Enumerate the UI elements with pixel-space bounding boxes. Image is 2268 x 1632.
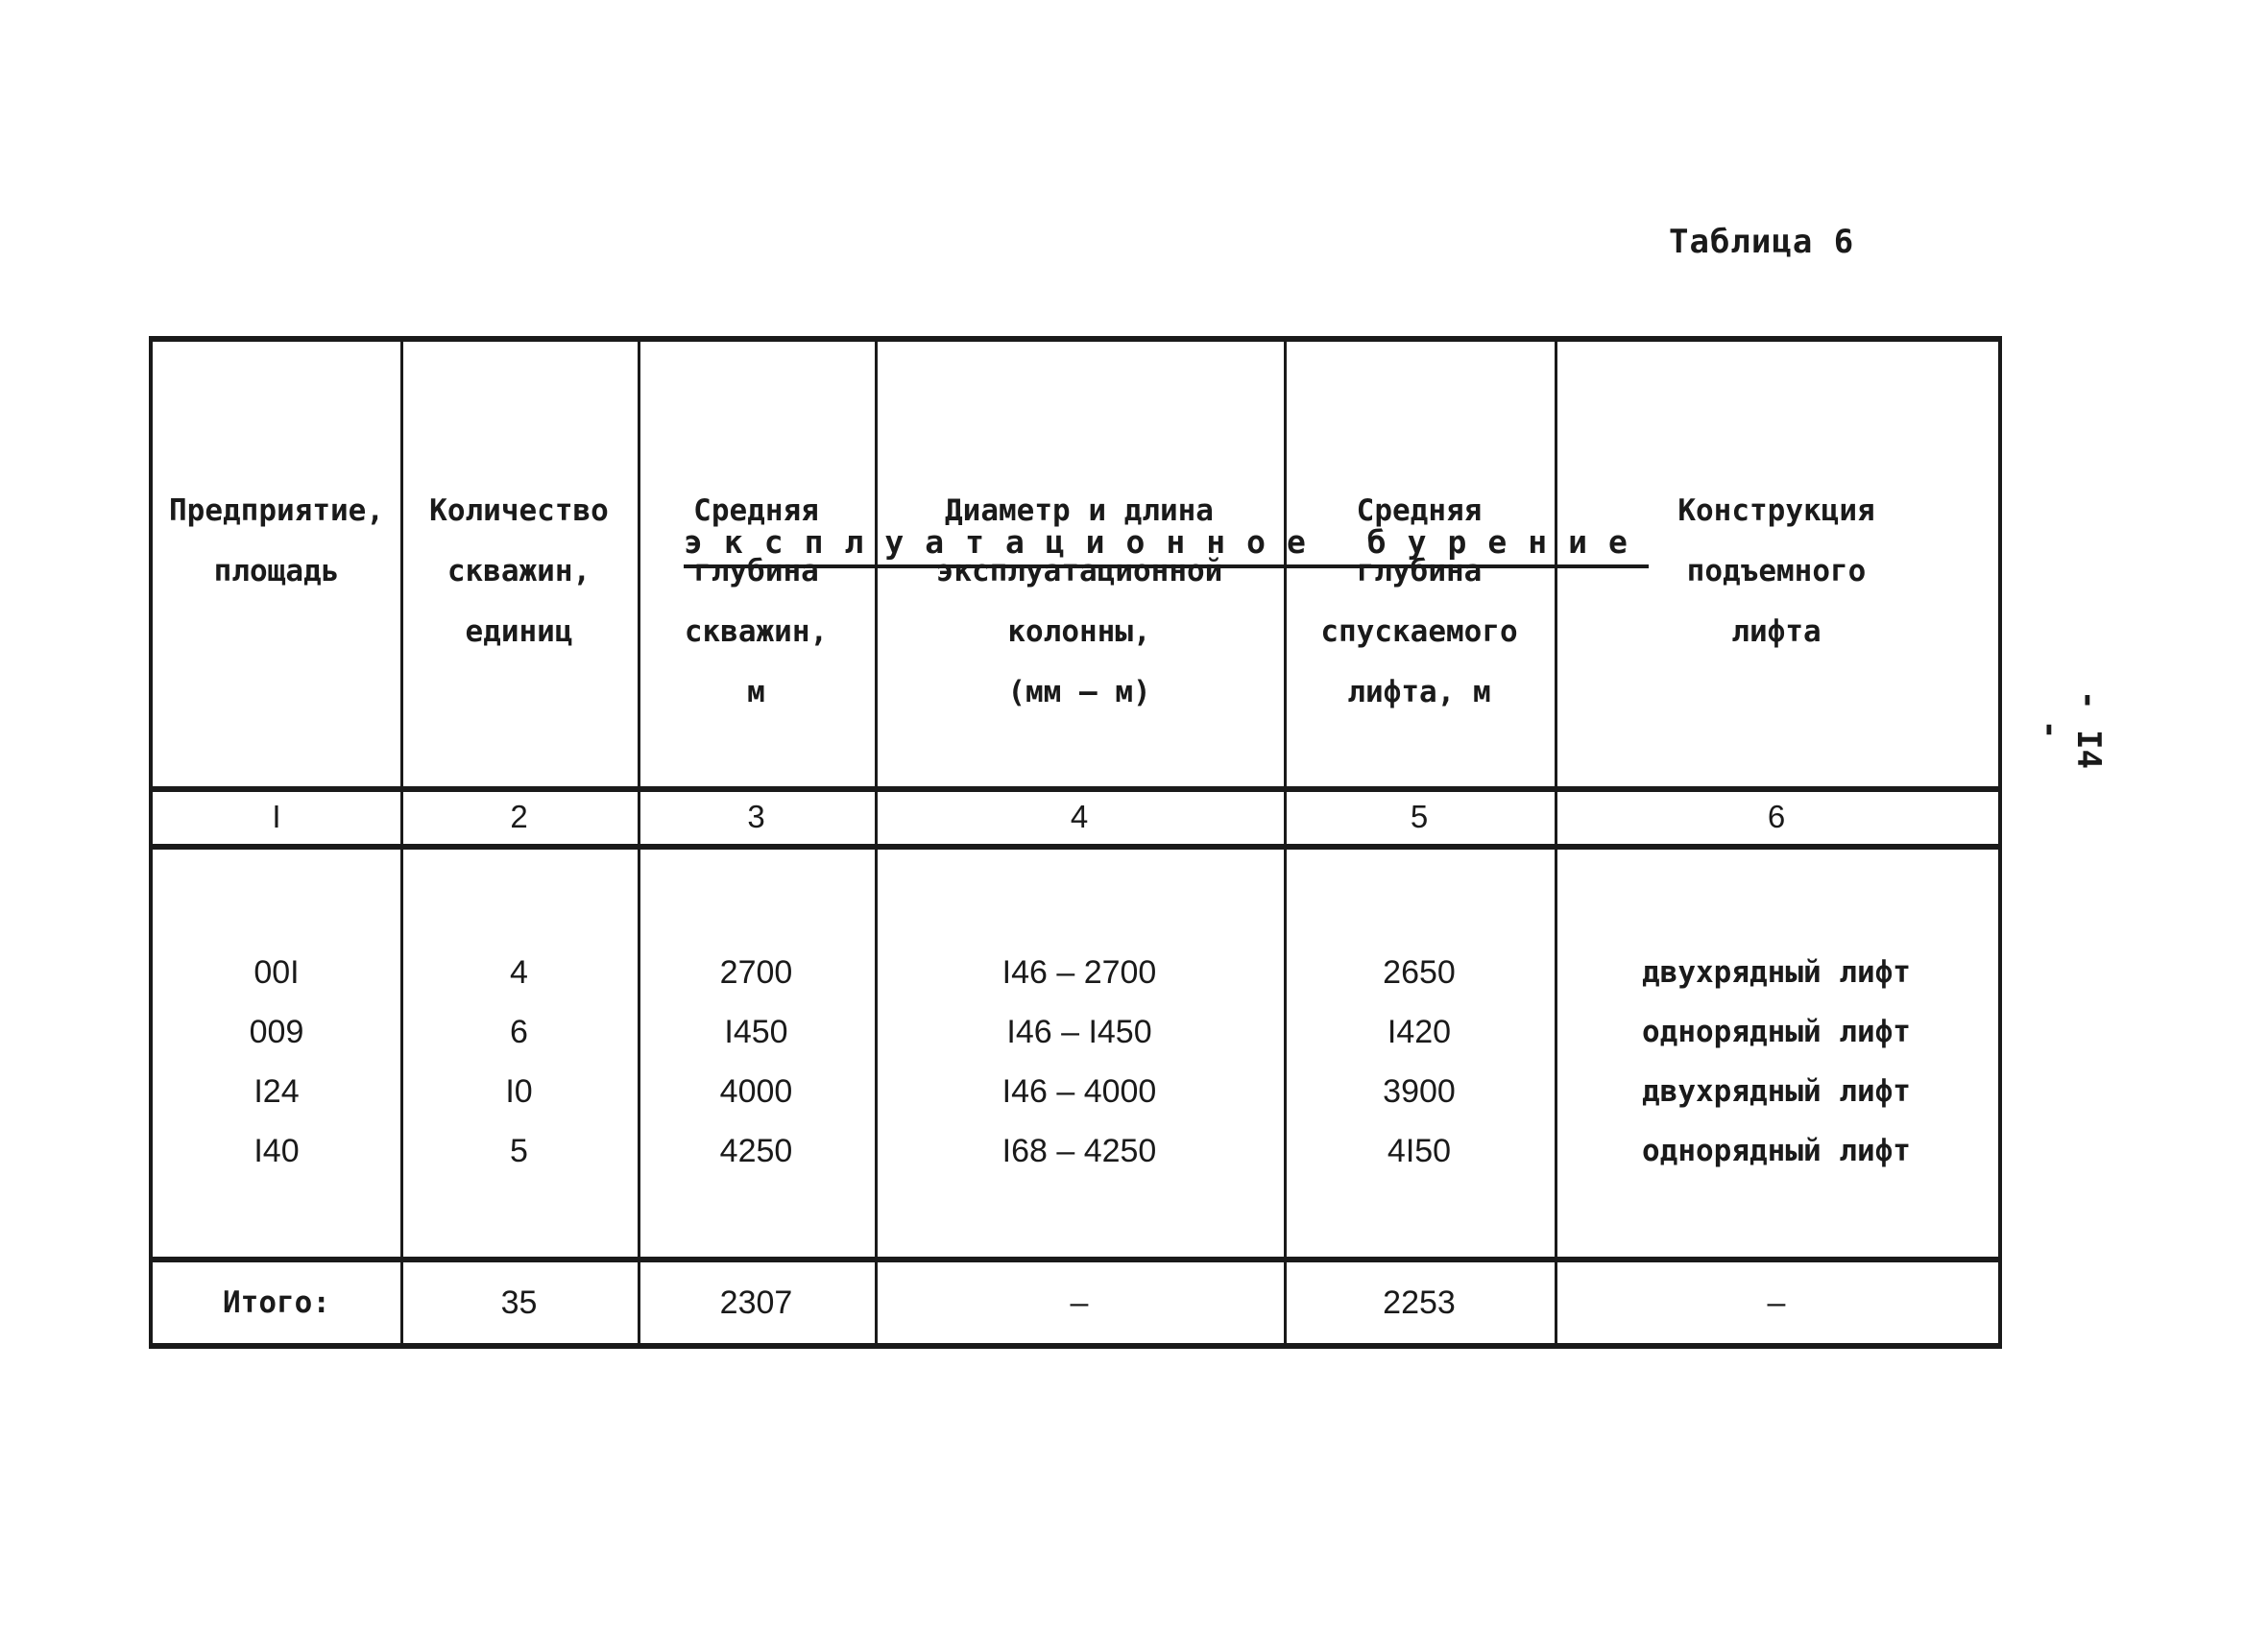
- cell-casing: I46 – 4000: [1001, 1073, 1157, 1110]
- total-lift-depth: 2253: [1383, 1284, 1456, 1321]
- column-number-divider: [153, 844, 1998, 850]
- cell-lift-depth: 2650: [1383, 954, 1456, 991]
- column-number: 3: [747, 799, 765, 834]
- cell-lift-design: однорядный лифт: [1642, 1015, 1911, 1049]
- total-well-count: 35: [500, 1284, 538, 1321]
- column-number: 4: [1070, 799, 1089, 834]
- header-avg-depth: Средняя глубина скважин, м: [684, 493, 829, 709]
- data-table: [149, 336, 2002, 1349]
- total-casing: –: [1070, 1284, 1089, 1321]
- cell-casing: I68 – 4250: [1001, 1133, 1157, 1169]
- cell-lift-depth: 3900: [1383, 1073, 1456, 1110]
- cell-avg-depth: 2700: [719, 954, 793, 991]
- cell-enterprise: 00I: [253, 954, 300, 991]
- cell-well-count: 5: [510, 1133, 528, 1169]
- cell-lift-depth: I420: [1387, 1014, 1452, 1050]
- cell-avg-depth: 4250: [719, 1133, 793, 1169]
- header-lift-design: Конструкция подъемного лифта: [1677, 493, 1875, 649]
- cell-casing: I46 – 2700: [1001, 954, 1157, 991]
- cell-casing: I46 – I450: [1006, 1014, 1152, 1050]
- cell-enterprise: I40: [253, 1133, 300, 1169]
- column-number: 6: [1767, 799, 1786, 834]
- page-number: - I4 -: [2031, 690, 2108, 769]
- total-divider: [153, 1257, 1998, 1262]
- cell-avg-depth: I450: [724, 1014, 788, 1050]
- cell-enterprise: I24: [253, 1073, 300, 1110]
- cell-well-count: I0: [505, 1073, 533, 1110]
- cell-lift-design: двухрядный лифт: [1642, 955, 1911, 990]
- column-number: 5: [1410, 799, 1429, 834]
- cell-lift-depth: 4I50: [1387, 1133, 1452, 1169]
- total-lift-design: –: [1767, 1284, 1786, 1321]
- column-number: 2: [510, 799, 528, 834]
- header-casing: Диаметр и длина эксплуатационной колонны, (мм – м): [935, 493, 1223, 709]
- cell-well-count: 6: [510, 1014, 528, 1050]
- cell-avg-depth: 4000: [719, 1073, 793, 1110]
- cell-well-count: 4: [510, 954, 528, 991]
- header-enterprise: Предприятие, площадь: [169, 493, 384, 588]
- table-caption: Таблица 6: [1669, 223, 1855, 261]
- column-number: I: [272, 799, 281, 834]
- total-avg-depth: 2307: [719, 1284, 793, 1321]
- header-well-count: Количество скважин, единиц: [429, 493, 609, 649]
- cell-lift-design: двухрядный лифт: [1642, 1074, 1911, 1109]
- cell-lift-design: однорядный лифт: [1642, 1134, 1911, 1168]
- section-title: эксплуатационное бурение: [684, 523, 1649, 568]
- header-lift-depth: Средняя глубина спускаемого лифта, м: [1320, 493, 1518, 709]
- total-label: Итого:: [223, 1285, 330, 1320]
- cell-enterprise: 009: [249, 1014, 304, 1050]
